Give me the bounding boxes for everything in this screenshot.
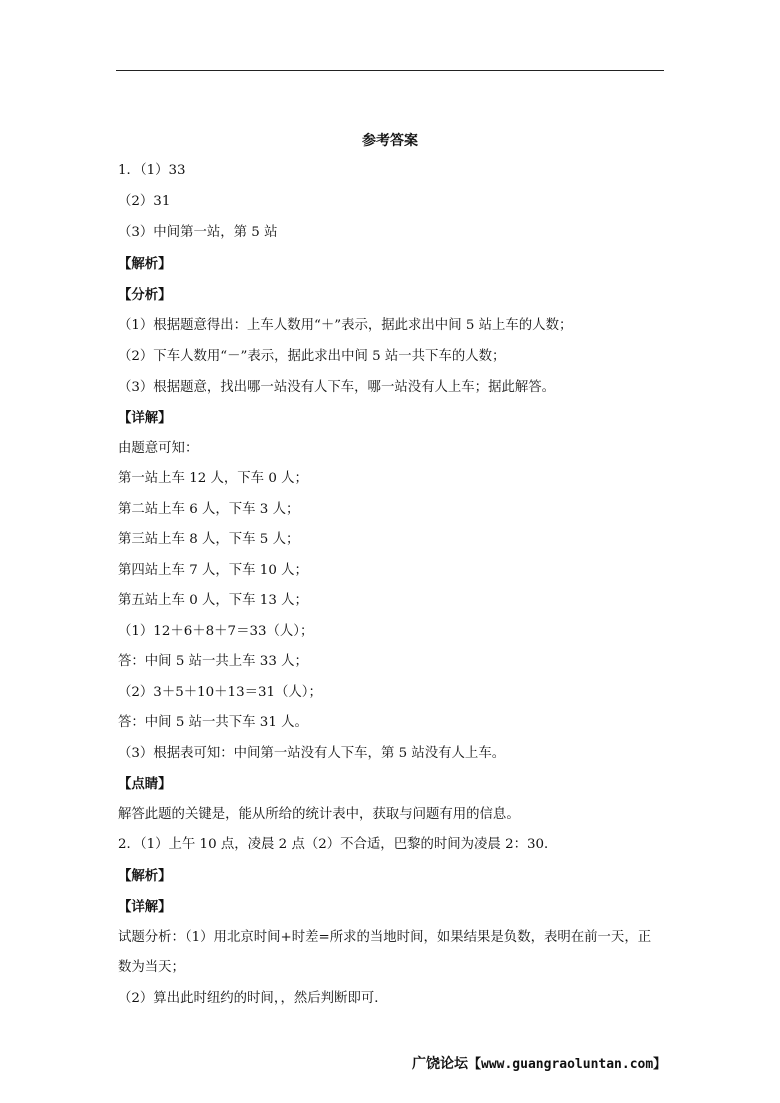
text-line: 2．（1）上午 10 点，凌晨 2 点（2）不合适，巴黎的时间为凌晨 2：30． <box>118 837 558 852</box>
footer-watermark <box>412 1054 666 1075</box>
page-title: 参考答案 <box>362 133 418 149</box>
text-line: 第四站上车 7 人，下车 10 人； <box>118 563 308 578</box>
text-line: 由题意可知： <box>118 441 199 456</box>
text-line: 第一站上车 12 人，下车 0 人； <box>118 471 308 486</box>
text-line: （2）31 <box>118 194 171 209</box>
section-heading: 【解析】 <box>118 868 172 884</box>
text-line: （2）算出此时纽约的时间，，然后判断即可． <box>118 991 388 1006</box>
footer-url[interactable]: 【www.guangraoluntan.com】 <box>468 1057 667 1072</box>
text-line: 答：中间 5 站一共下车 31 人。 <box>118 715 308 730</box>
header-rule <box>116 70 664 71</box>
section-heading: 【点睛】 <box>118 776 172 792</box>
section-heading: 【详解】 <box>118 899 172 915</box>
text-line: 解答此题的关键是，能从所给的统计表中，获取与问题有用的信息。 <box>118 807 520 822</box>
text-line: 数为当天； <box>118 960 185 975</box>
text-line: 试题分析：（1）用北京时间+时差=所求的当地时间，如果结果是负数，表明在前一天，正 <box>118 930 652 945</box>
text-line: （3）中间第一站，第 5 站 <box>118 225 278 240</box>
text-line: 第五站上车 0 人，下车 13 人； <box>118 593 308 608</box>
text-line: （1）12＋6＋8＋7＝33（人）； <box>118 624 314 639</box>
section-heading: 【分析】 <box>118 287 172 303</box>
text-line: 第三站上车 8 人，下车 5 人； <box>118 532 300 547</box>
section-heading: 【解析】 <box>118 256 172 272</box>
footer-site-name: 广饶论坛 <box>412 1056 468 1072</box>
section-heading: 【详解】 <box>118 410 172 426</box>
text-line: （2）3＋5＋10＋13＝31（人）； <box>118 685 322 700</box>
text-line: （2）下车人数用“－”表示，据此求出中间 5 站一共下车的人数； <box>118 349 506 364</box>
text-line: （3）根据表可知：中间第一站没有人下车，第 5 站没有人上车。 <box>118 746 506 761</box>
text-line: （3）根据题意，找出哪一站没有人下车，哪一站没有人上车；据此解答。 <box>118 380 556 395</box>
text-line: 第二站上车 6 人，下车 3 人； <box>118 502 300 517</box>
text-line: 1．（1）33 <box>118 163 186 178</box>
text-line: 答：中间 5 站一共上车 33 人； <box>118 654 308 669</box>
text-line: （1）根据题意得出：上车人数用“＋”表示，据此求出中间 5 站上车的人数； <box>118 318 573 333</box>
